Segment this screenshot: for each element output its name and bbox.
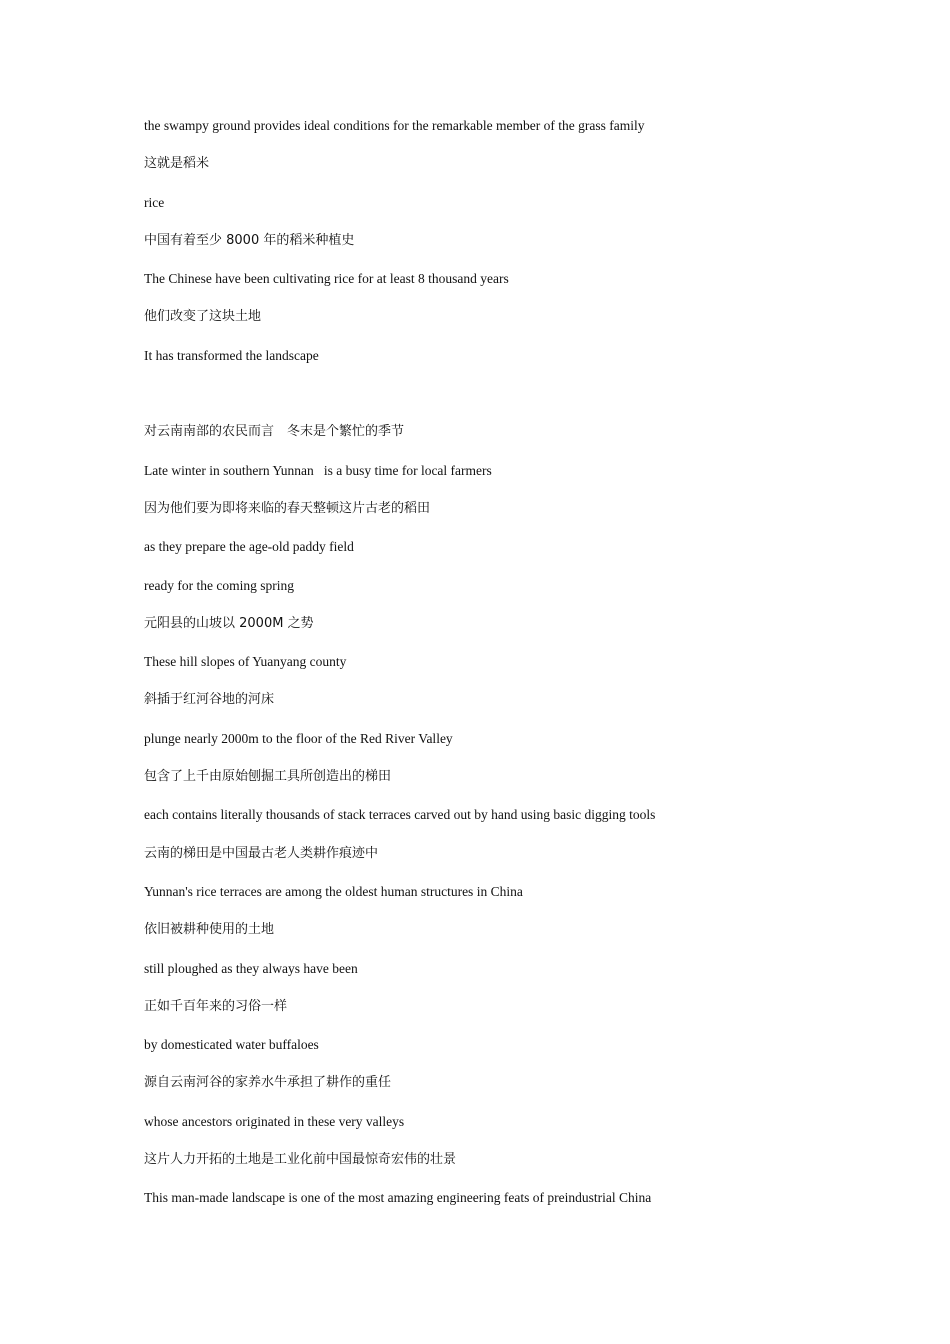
english-line: Yunnan's rice terraces are among the oldest human structures in China [144, 883, 523, 899]
english-line: each contains literally thousands of stack terraces carved out by hand using basic digging tools [144, 807, 656, 823]
english-line: by domesticated water buffaloes [144, 1037, 319, 1053]
chinese-line: 对云南南部的农民而言 冬末是个繁忙的季节 [144, 424, 405, 440]
chinese-line: 依旧被耕种使用的土地 [144, 922, 275, 938]
english-line: Late winter in southern Yunnan is a busy time for local farmers [144, 462, 492, 478]
chinese-line: 这就是稻米 [144, 156, 210, 172]
chinese-line: 他们改变了这块土地 [144, 309, 262, 325]
chinese-line: 中国有着至少 8000 年的稻米种植史 [144, 232, 355, 248]
chinese-line: 斜插于红河谷地的河床 [144, 692, 275, 708]
chinese-line: 这片人力开拓的土地是工业化前中国最惊奇宏伟的壮景 [144, 1152, 457, 1168]
english-line: as they prepare the age-old paddy field [144, 539, 354, 555]
english-line: the swampy ground provides ideal conditions for the remarkable member of the grass family [144, 118, 645, 133]
english-line: This man-made landscape is one of the most amazing engineering feats of preindustrial China [144, 1190, 652, 1206]
chinese-line: 因为他们要为即将来临的春天整顿这片古老的稻田 [144, 500, 431, 516]
paragraph-gap [144, 384, 904, 422]
english-line: plunge nearly 2000m to the floor of the Red River Valley [144, 730, 453, 746]
english-line: whose ancestors originated in these very valleys [144, 1113, 405, 1129]
english-line: rice [144, 194, 165, 210]
english-line: These hill slopes of Yuanyang county [144, 654, 347, 670]
chinese-line: 云南的梯田是中国最古老人类耕作痕迹中 [144, 845, 379, 861]
chinese-line: 源自云南河谷的家养水牛承担了耕作的重任 [144, 1075, 392, 1091]
english-line: It has transformed the landscape [144, 347, 319, 363]
english-line: ready for the coming spring [144, 577, 294, 593]
chinese-line: 元阳县的山坡以 2000M 之势 [144, 615, 314, 631]
chinese-line: 正如千百年来的习俗一样 [144, 998, 288, 1014]
english-line: still ploughed as they always have been [144, 960, 358, 976]
chinese-line: 包含了上千由原始刨掘工具所创造出的梯田 [144, 769, 392, 785]
transcript-lines [144, 116, 904, 1227]
english-line: The Chinese have been cultivating rice for at least 8 thousand years [144, 271, 509, 287]
